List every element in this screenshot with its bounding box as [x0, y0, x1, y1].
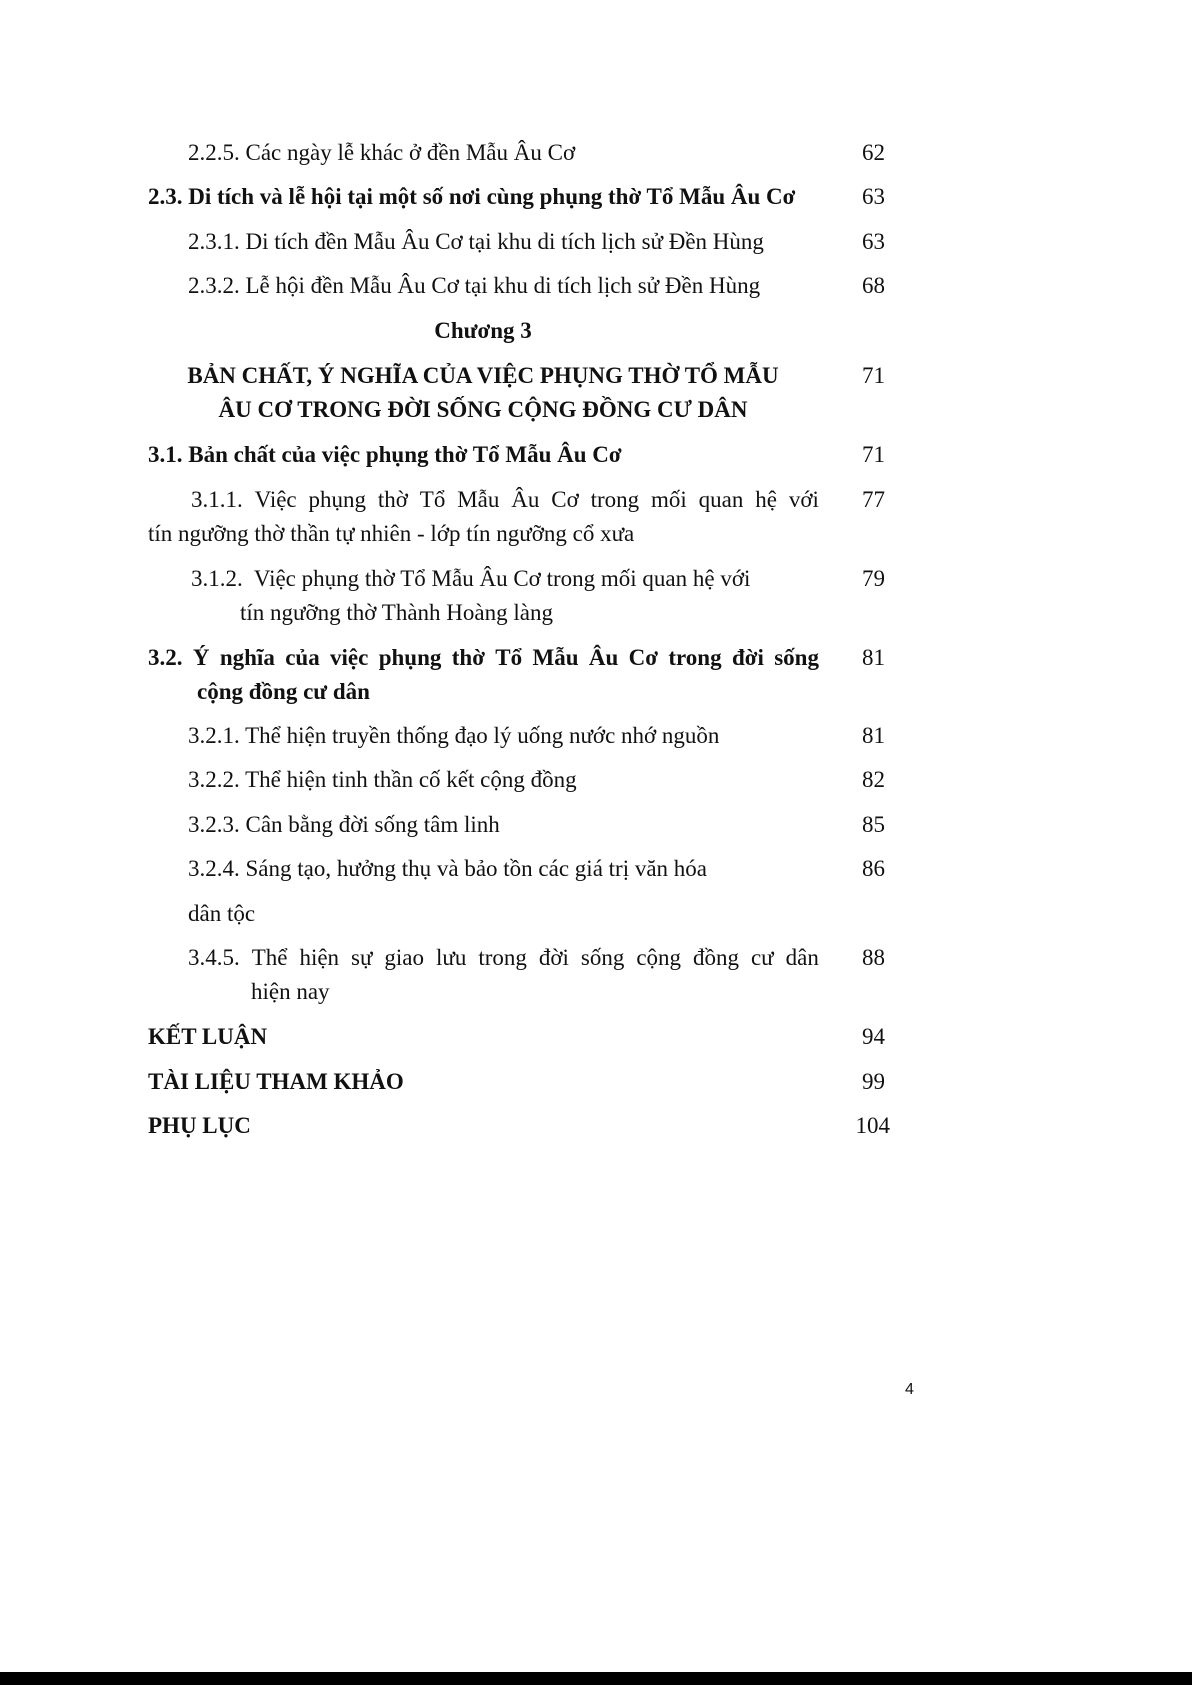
word: cộng: [636, 945, 682, 970]
word: Ý: [192, 645, 210, 670]
word: 3.4.5.: [188, 945, 240, 970]
toc-entry-2-3-2: 2.3.2. Lễ hội đền Mẫu Âu Cơ tại khu di tích lịch sử Đền Hùng: [188, 273, 761, 298]
word: Mẫu: [532, 645, 579, 670]
word: Âu: [511, 487, 540, 512]
toc-page-3-1-2: 79: [862, 566, 885, 591]
word: nghĩa: [219, 645, 275, 670]
chapter-title-line-1: BẢN CHẤT, Ý NGHĨA CỦA VIỆC PHỤNG THỜ TỔ MẪU: [187, 363, 779, 388]
word: giao: [384, 945, 425, 970]
toc-entry-2-2-5: 2.2.5. Các ngày lễ khác ở đền Mẫu Âu Cơ: [188, 140, 576, 165]
chapter-heading: Chương 3: [434, 318, 532, 343]
page-number: 4: [905, 1381, 914, 1398]
toc-entry-3-4-5-line-2: hiện nay: [251, 979, 330, 1004]
toc-page-ket-luan: 94: [862, 1024, 885, 1049]
toc-entry-3-2-1: 3.2.1. Thể hiện truyền thống đạo lý uống nước nhớ nguồn: [188, 723, 720, 748]
toc-page-2-3-2: 68: [862, 273, 885, 298]
word: Cơ: [551, 487, 579, 512]
word: phụng: [378, 645, 442, 670]
word: hệ: [755, 487, 777, 512]
toc-entry-3-1: 3.1. Bản chất của việc phụng thờ Tổ Mẫu Âu Cơ: [148, 442, 622, 467]
word: sống: [580, 945, 625, 970]
toc-page-chapter-3: 71: [862, 363, 885, 388]
word: thờ: [377, 487, 408, 512]
toc-entry-3-2-line-1: [148, 641, 819, 675]
toc-page-3-2-3: 85: [862, 812, 885, 837]
word: của: [285, 645, 320, 670]
word: sự: [351, 945, 373, 970]
toc-entry-3-1-1-line-1: [191, 483, 819, 517]
toc-page-2-2-5: 62: [862, 140, 885, 165]
toc-entry-tai-lieu-tham-khao: TÀI LIỆU THAM KHẢO: [148, 1069, 404, 1094]
word: 3.1.1.: [191, 487, 243, 512]
word: trong: [590, 487, 640, 512]
word: dân: [785, 945, 819, 970]
toc-page-3-2-2: 82: [862, 767, 885, 792]
toc-entry-3-4-5-line-1: [188, 941, 819, 975]
word: trong: [668, 645, 722, 670]
word: đời: [731, 645, 764, 670]
word: quan: [698, 487, 744, 512]
word: Cơ: [628, 645, 658, 670]
word: hiện: [299, 945, 340, 970]
word: mối: [651, 487, 687, 512]
word: Mẫu: [457, 487, 500, 512]
toc-page-phu-luc: 104: [855, 1113, 890, 1138]
word: Việc: [254, 487, 297, 512]
toc-entry-2-3-1: 2.3.1. Di tích đền Mẫu Âu Cơ tại khu di tích lịch sử Đền Hùng: [188, 229, 764, 254]
word: Tổ: [495, 645, 523, 670]
word: với: [788, 487, 819, 512]
word: trong: [478, 945, 527, 970]
toc-page-3-1: 71: [862, 442, 885, 467]
toc-entry-3-2-3: 3.2.3. Cân bằng đời sống tâm linh: [188, 812, 500, 837]
toc-page-3-1-1: 77: [862, 487, 885, 512]
word: Thể: [251, 945, 288, 970]
toc-entry-3-2-4-line-1: 3.2.4. Sáng tạo, hưởng thụ và bảo tồn các giá trị văn hóa: [188, 856, 708, 881]
toc-page-3-2-4: 86: [862, 856, 885, 881]
toc-page-2-3-1: 63: [862, 229, 885, 254]
chapter-title-line-2: ÂU CƠ TRONG ĐỜI SỐNG CỘNG ĐỒNG CƯ DÂN: [218, 397, 748, 422]
page-bottom-edge: [0, 1672, 1192, 1685]
toc-page-3-2-1: 81: [862, 723, 885, 748]
word: đồng: [693, 945, 739, 970]
toc-entry-3-1-2-line-1: 3.1.2. Việc phụng thờ Tổ Mẫu Âu Cơ trong mối quan hệ với: [191, 566, 751, 591]
toc-entry-phu-luc: PHỤ LỤC: [148, 1113, 251, 1138]
word: lưu: [436, 945, 467, 970]
toc-entry-2-3: 2.3. Di tích và lễ hội tại một số nơi cùng phụng thờ Tổ Mẫu Âu Cơ: [148, 184, 796, 209]
word: cư: [750, 945, 774, 970]
toc-entry-3-2-4-line-2: dân tộc: [188, 901, 256, 926]
toc-entry-3-2-line-2: cộng đồng cư dân: [197, 679, 370, 704]
toc-page-3-4-5: 88: [862, 945, 885, 970]
toc-page-tai-lieu-tham-khao: 99: [862, 1069, 885, 1094]
toc-entry-3-2-2: 3.2.2. Thể hiện tinh thần cố kết cộng đồng: [188, 767, 577, 792]
word: Tổ: [419, 487, 446, 512]
toc-entry-ket-luan: KẾT LUẬN: [148, 1024, 268, 1049]
word: thờ: [451, 645, 485, 670]
word: việc: [330, 645, 369, 670]
toc-entry-3-1-2-line-2: tín ngưỡng thờ Thành Hoàng làng: [240, 600, 553, 625]
toc-page-2-3: 63: [862, 184, 885, 209]
word: Âu: [588, 645, 619, 670]
word: phụng: [308, 487, 367, 512]
word: đời: [538, 945, 569, 970]
word: 3.2.: [148, 645, 183, 670]
toc-entry-3-1-1-line-2: tín ngưỡng thờ thần tự nhiên - lớp tín ngưỡng cổ xưa: [148, 521, 635, 546]
toc-page-3-2: 81: [862, 645, 885, 670]
word: sống: [774, 645, 819, 670]
